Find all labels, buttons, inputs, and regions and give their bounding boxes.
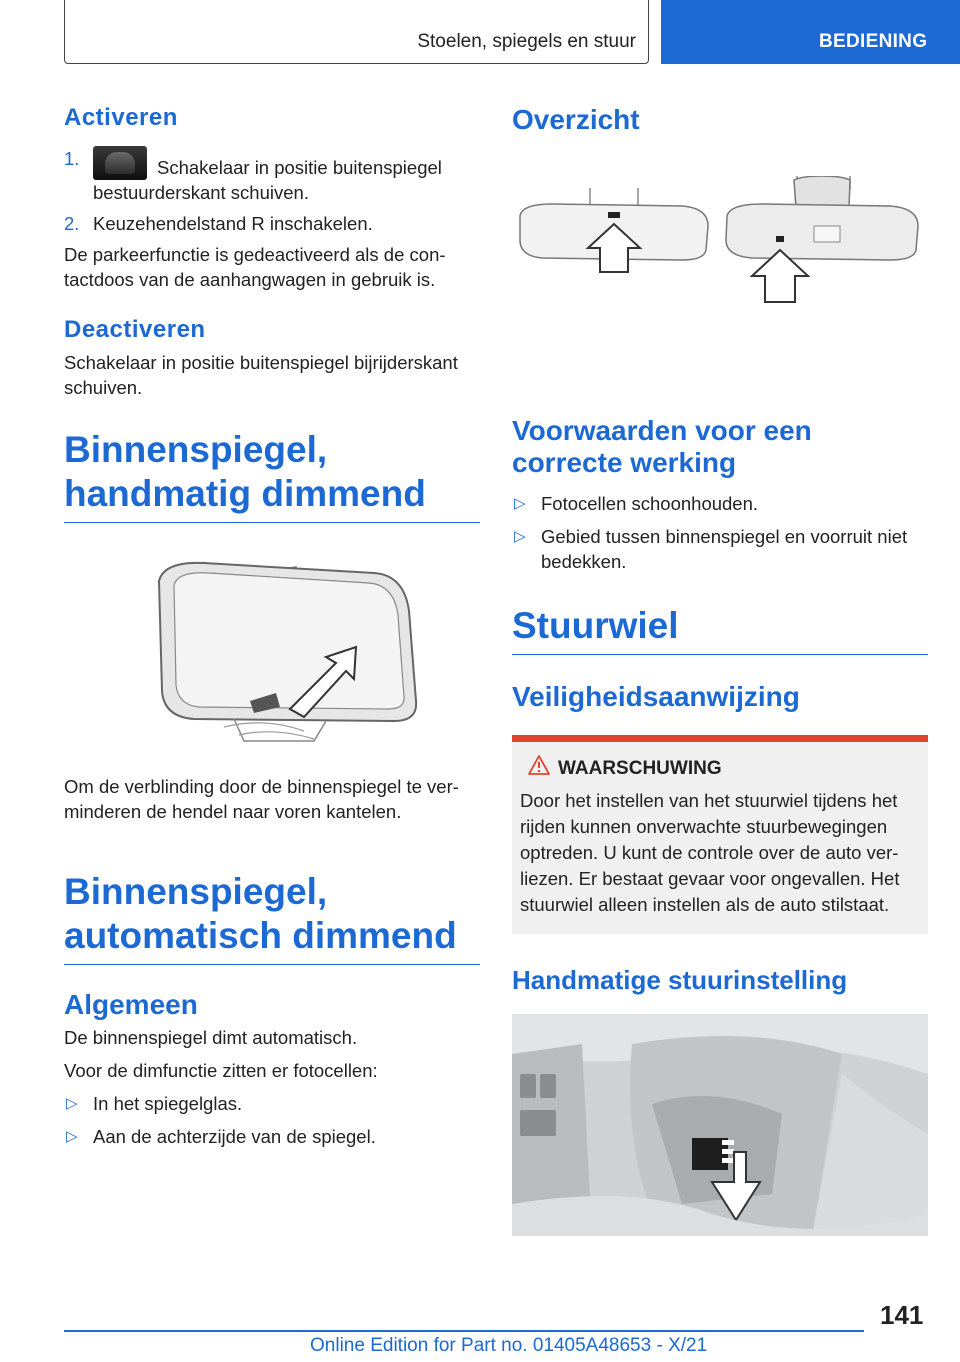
algemeen-paragraph-1: De binnenspiegel dimt automatisch. [64, 1027, 358, 1048]
bullet-text: In het spiegelglas. [93, 1093, 243, 1114]
veiligheid-heading: Veiligheidsaanwijzing [512, 681, 800, 712]
overzicht-heading: Overzicht [512, 104, 640, 135]
list-item [512, 491, 928, 516]
auto-dimming-heading: Binnenspiegel, automatisch dimmend [64, 870, 480, 965]
voorwaarden-bullet-list [512, 491, 928, 574]
rearview-mirror-illustration [64, 541, 480, 751]
bullet-text: Gebied tussen binnenspiegel en voorruit niet bedekken. [541, 526, 908, 572]
algemeen-paragraph-2: Voor de dimfunctie zitten er fotocellen: [64, 1060, 378, 1081]
warning-title [520, 758, 920, 780]
bullet-text: Aan de achterzijde van de spiegel. [93, 1126, 376, 1147]
mirror-overview-illustration [512, 176, 928, 336]
triangle-right-icon: ▷ [66, 1095, 78, 1112]
step-list [64, 146, 480, 236]
handmatig-heading: Handmatige stuurinstelling [512, 965, 848, 995]
mirror-switch-icon [93, 146, 147, 180]
right-column [512, 100, 928, 1241]
deactiveren-paragraph: Schakelaar in positie buitenspiegel bijrijderskant schuiven. [64, 352, 458, 398]
list-item [64, 1091, 480, 1116]
triangle-right-icon: ▷ [514, 528, 526, 545]
step-text: Schakelaar in positie buitenspiegel bestuurderskant schuiven. [93, 157, 442, 203]
steering-column-illustration [512, 1014, 928, 1236]
triangle-right-icon: ▷ [66, 1128, 78, 1145]
list-item [64, 146, 480, 205]
voorwaarden-heading: Voorwaarden voor een correcte werking [512, 415, 812, 478]
left-column [64, 100, 480, 1149]
step-text: Keuzehendelstand R inschakelen. [93, 213, 373, 234]
algemeen-heading: Algemeen [64, 989, 198, 1020]
bullet-text: Fotocellen schoonhouden. [541, 493, 759, 514]
manual-dimming-paragraph: Om de verblinding door de binnenspiegel te ver-minderen de hendel naar voren kantelen. [64, 776, 459, 822]
list-item [64, 1124, 480, 1149]
header-section-title: Stoelen, spiegels en stuur [417, 31, 636, 52]
warning-triangle-icon [528, 755, 550, 775]
list-item [512, 524, 928, 574]
deactiveren-heading: Deactiveren [64, 316, 206, 343]
step-number: 2. [64, 213, 80, 234]
activeren-heading: Activeren [64, 104, 178, 131]
warning-label: WAARSCHUWING [558, 758, 722, 779]
stuurwiel-heading: Stuurwiel [512, 604, 928, 655]
header-section-box [64, 0, 649, 64]
triangle-right-icon: ▷ [514, 495, 526, 512]
list-item [64, 211, 480, 236]
footer-divider [64, 1330, 864, 1332]
header-chapter-title: BEDIENING [819, 31, 928, 52]
footer-edition-text: Online Edition for Part no. 01405A48653 - X/21 [310, 1335, 708, 1356]
warning-text: Door het instellen van het stuurwiel tijdens het rijden kunnen onverwachte stuurbewegingen optreden. U kunt de controle over de auto ver-liezen. Er bestaat gevaar voor ongevallen. Het stuurwiel alleen instellen als de auto stilstaat. [520, 790, 900, 915]
page-number: 141 [880, 1300, 924, 1330]
photocell-bullet-list [64, 1091, 480, 1149]
warning-box [512, 735, 928, 934]
manual-dimming-heading: Binnenspiegel, handmatig dimmend [64, 428, 480, 523]
step-number: 1. [64, 148, 80, 169]
activeren-paragraph: De parkeerfunctie is gedeactiveerd als de con-tactdoos van de aanhangwagen in gebruik is. [64, 244, 446, 290]
header-chapter-box [661, 0, 960, 64]
